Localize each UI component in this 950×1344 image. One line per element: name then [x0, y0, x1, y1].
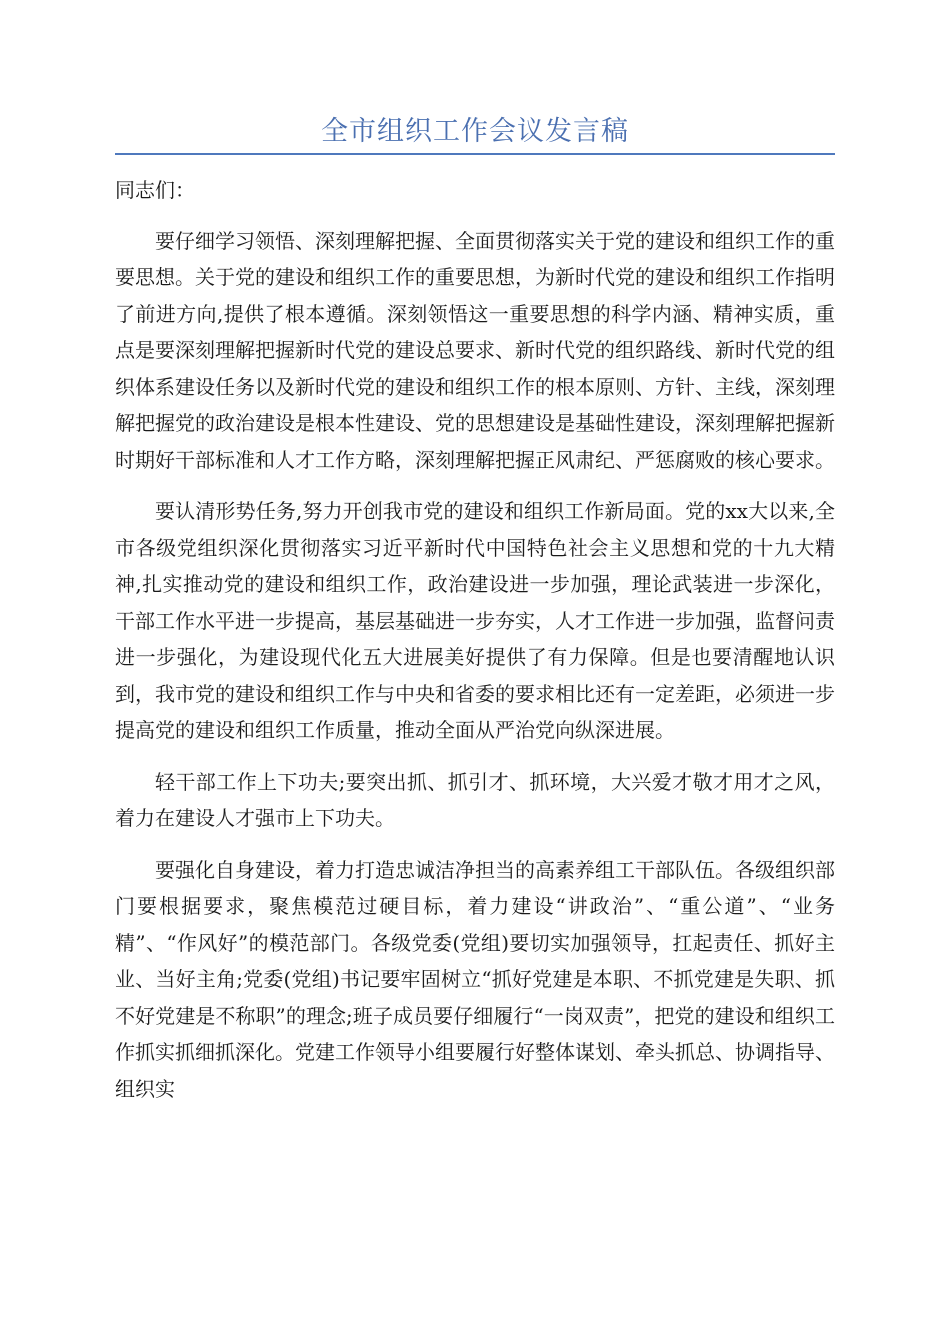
paragraph: 要仔细学习领悟、深刻理解把握、全面贯彻落实关于党的建设和组织工作的重要思想。关于党的建设和组织工作的重要思想，为新时代党的建设和组织工作指明了前进方向,提供了根本遵循。深刻领悟这一重要思想的科学内涵、精神实质，重点是要深刻理解把握新时代党的建设总要求、新时代党的组织路线、新时代党的组织体系建设任务以及新时代党的建设和组织工作的根本原则、方针、主线，深刻理解把握党的政治建设是根本性建设、党的思想建设是基础性建设，深刻理解把握新时期好干部标准和人才工作方略，深刻理解把握正风肃纪、严惩腐败的核心要求。 — [115, 228, 835, 472]
document-title: 全市组织工作会议发言稿 — [321, 116, 629, 147]
paragraph: 要认清形势任务,努力开创我市党的建设和组织工作新局面。党的xx大以来,全市各级党组织深化贯彻落实习近平新时代中国特色社会主义思想和党的十九大精神,扎实推动党的建设和组织工作，政治建设进一步加强，理论武装进一步深化，干部工作水平进一步提高，基层基础进一步夯实，人才工作进一步加强，监督问责进一步强化，为建设现代化五大进展美好提供了有力保障。但是也要清醒地认识到，我市党的建设和组织工作与中央和省委的要求相比还有一定差距，必须进一步提高党的建设和组织工作质量，推动全面从严治党向纵深进展。 — [115, 499, 835, 742]
paragraph: 轻干部工作上下功夫;要突出抓、抓引才、抓环境，大兴爱才敬才用才之风，着力在建设人才强市上下功夫。 — [115, 769, 835, 830]
salutation: 同志们： — [115, 178, 195, 202]
document-body — [115, 172, 835, 1122]
paragraph: 要强化自身建设，着力打造忠诚洁净担当的高素养组工干部队伍。各级组织部门要根据要求，聚焦模范过硬目标，着力建设“讲政治”、“重公道”、“业务精”、“作风好”的模范部门。各级党委(党组)要切实加强领导，扛起责任、抓好主业、当好主角;党委(党组)书记要牢固树立“抓好党建是本职、不抓党建是失职、抓不好党建是不称职”的理念;班子成员要仔细履行“一岗双责”，把党的建设和组织工作抓实抓细抓深化。党建工作领导小组要履行好整体谋划、牵头抓总、协调指导、组织实 — [115, 857, 835, 1101]
title-underline — [115, 153, 835, 155]
